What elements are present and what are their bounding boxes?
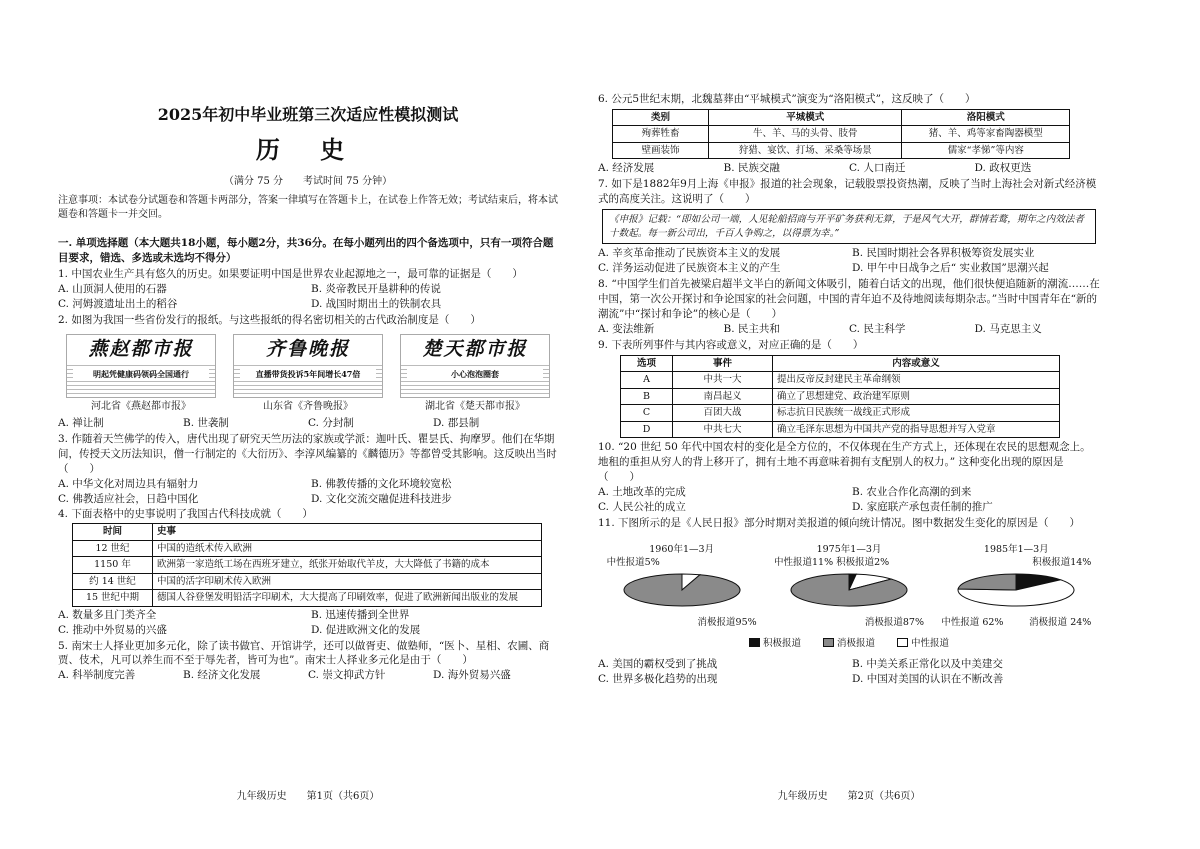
- option-b[interactable]: B. 世袭制: [183, 416, 229, 429]
- newspaper-masthead: 齐鲁晚报: [234, 335, 382, 364]
- newspaper-caption: 河北省《燕赵都市报》: [91, 400, 191, 412]
- legend-item: [749, 637, 801, 650]
- table-header: 内容或意义: [773, 355, 1060, 371]
- table-cell: 殉葬牲畜: [613, 126, 709, 142]
- table-cell: 确立毛泽东思想为中国共产党的指导思想并写入党章: [773, 421, 1060, 437]
- table-cell: 百团大战: [673, 405, 773, 421]
- events-table: [620, 355, 1060, 438]
- pie-svg: [941, 569, 1091, 611]
- option-b[interactable]: B. 佛教传播的文化环境较宽松: [311, 477, 452, 490]
- question-stem: 5. 南宋士人择业更加多元化，除了读书做官、开馆讲学，还可以做胥吏、做塾师，“医卜、星相、农圃、商贾、伎术，凡可以养生而不至于辱先者，皆可为也”。南宋士人择业多元化是由于（ ）: [58, 639, 550, 667]
- table-cell: 15 世纪中期: [73, 590, 153, 606]
- table-row: [621, 421, 1060, 437]
- table-cell: D: [621, 421, 673, 437]
- chart-legend: [598, 637, 1100, 650]
- pie-svg: [774, 569, 924, 611]
- table-cell: 中国的造纸术传入欧洲: [153, 540, 542, 556]
- option-a[interactable]: A. 土地改革的完成: [598, 485, 686, 498]
- burial-table: [612, 109, 1070, 159]
- table-cell: 标志抗日民族统一战线正式形成: [773, 405, 1060, 421]
- question-4: [58, 507, 558, 637]
- question-stem: 6. 公元5世纪末期，北魏墓葬由“平城模式”演变为“洛阳模式”，这反映了（ ）: [598, 93, 976, 105]
- table-row: [621, 372, 1060, 388]
- option-d[interactable]: D. 甲午中日战争之后“ 实业救国”思潮兴起: [852, 262, 1049, 275]
- table-cell: A: [621, 372, 673, 388]
- option-d[interactable]: D. 政权更迭: [974, 162, 1032, 175]
- legend-label: 中性报道: [911, 638, 950, 650]
- newspaper-shandong: [233, 334, 383, 414]
- exam-title: 2025年初中毕业班第三次适应性模拟测试: [157, 105, 459, 124]
- table-header: 史事: [153, 524, 542, 540]
- option-c[interactable]: C. 推动中外贸易的兴盛: [58, 623, 167, 636]
- table-row: [73, 590, 542, 606]
- page-1: [58, 0, 558, 849]
- newspaper-hubei: [400, 334, 550, 414]
- table-cell: 12 世纪: [73, 540, 153, 556]
- table-row: [73, 540, 542, 556]
- newspaper-image: [233, 334, 383, 398]
- question-stem: 3. 作随着天竺佛学的传入，唐代出现了研究天竺历法的家族或学派：迦叶氏、瞿昙氏、拘摩罗。他们在华期间，传授天文历法知识，僧一行制定的《大衍历》、李淳风编纂的《麟德历》等都曾受其影响。这反映出当时（ ）: [58, 432, 557, 475]
- question-2: [58, 313, 558, 431]
- table-cell: 壁画装饰: [613, 142, 709, 158]
- newspaper-caption: 湖北省《楚天都市报》: [425, 400, 525, 412]
- option-b[interactable]: B. 炎帝教民开垦耕种的传说: [311, 283, 441, 296]
- newspaper-masthead: 楚天都市报: [401, 335, 549, 364]
- exam-notes: 注意事项：本试卷分试题卷和答题卡两部分，答案一律填写在答题卡上，在试卷上作答无效；考试结束后，将本试题卷和答题卡一并交回。: [58, 194, 558, 221]
- pie-chart-1975: [774, 543, 924, 630]
- table-row: [621, 388, 1060, 404]
- pie-period: 1960年1—3月: [649, 543, 715, 555]
- legend-swatch: [749, 638, 760, 647]
- option-b[interactable]: B. 经济文化发展: [183, 669, 261, 682]
- option-c[interactable]: C. 人口南迁: [849, 162, 906, 175]
- newspaper-hebei: [66, 334, 216, 414]
- table-cell: 南昌起义: [673, 388, 773, 404]
- legend-swatch: [897, 638, 908, 647]
- section-heading: 一. 单项选择题（本大题共18小题，每小题2分，共36分。在每小题列出的四个备选项中，只有一项符合题目要求，错选、多选或未选均不得分）: [58, 237, 554, 265]
- legend-item: [897, 637, 949, 650]
- option-c[interactable]: C. 河姆渡遗址出土的稻谷: [58, 297, 178, 310]
- question-11: [598, 516, 1100, 687]
- table-row: [73, 557, 542, 573]
- table-header: 选项: [621, 355, 673, 371]
- question-stem: 11. 下图所示的是《人民日报》部分时期对美报道的倾向统计情况。图中数据发生变化的原因是（ ）: [598, 516, 1081, 529]
- question-stem: 10. “20 世纪 50 年代中国农村的变化是全方位的，不仅体现在生产方式上，还体现在农民的思想观念上。地租的重担从穷人的背上移开了，拥有土地不再意味着拥有支配别人的权力。” 这种变化出现的原因是（ ）: [598, 441, 1091, 483]
- table-cell: 牛、羊、马的头骨、肢骨: [709, 126, 902, 142]
- newspaper-masthead: 燕赵都市报: [67, 335, 215, 364]
- table-cell: 中国的活字印刷术传入欧洲: [153, 573, 542, 589]
- table-header: 平城模式: [709, 109, 902, 125]
- table-row: [621, 405, 1060, 421]
- question-3: [58, 432, 558, 507]
- table-cell: 1150 年: [73, 557, 153, 573]
- page-footer: 九年级历史 第2页（共6页）: [777, 791, 921, 802]
- pie-slice-neg: [958, 574, 1016, 590]
- option-c[interactable]: C. 洋务运动促进了民族资本主义的产生: [598, 262, 781, 275]
- option-d[interactable]: D. 促进欧洲文化的发展: [311, 623, 421, 636]
- table-header: 时间: [73, 524, 153, 540]
- option-d[interactable]: D. 中国对美国的认识在不断改善: [852, 672, 1004, 685]
- legend-label: 消极报道: [836, 638, 875, 650]
- table-header: 类别: [613, 109, 709, 125]
- option-b[interactable]: B. 民族交融: [723, 162, 780, 175]
- newspaper-image: [400, 334, 550, 398]
- pie-label-positive: 积极报道14%: [1032, 556, 1092, 568]
- option-b[interactable]: B. 农业合作化高潮的到来: [852, 485, 972, 498]
- option-a[interactable]: A. 山顶洞人使用的石器: [58, 283, 167, 296]
- table-cell: 欧洲第一家造纸工场在西班牙建立，纸张开始取代羊皮，大大降低了书籍的成本: [153, 557, 542, 573]
- pie-label-neutral: 中性报道11%: [773, 556, 834, 568]
- newspaper-headline: 明起凭健康码领码全国通行: [73, 369, 209, 380]
- option-c[interactable]: C. 分封制: [308, 416, 354, 429]
- question-stem: 9. 下表所列事件与其内容或意义，对应正确的是（ ）: [598, 338, 864, 351]
- pie-label-negative: 消极报道87%: [864, 616, 924, 628]
- question-8: [598, 277, 1100, 337]
- question-6: [598, 92, 1100, 176]
- pie-chart-1960: [607, 543, 757, 630]
- newspaper-headline: 直播带货投诉5年间增长47倍: [240, 369, 376, 380]
- exam-meta: （满分 75 分 考试时间 75 分钟）: [223, 175, 393, 187]
- table-cell: 德国人谷登堡发明铅活字印刷术，大大提高了印刷效率，促进了欧洲新闻出版业的发展: [153, 590, 542, 606]
- option-a[interactable]: A. 经济发展: [598, 162, 655, 175]
- legend-item: [823, 637, 875, 650]
- pie-label-negative: 消极报道 24%: [1029, 616, 1092, 628]
- option-b[interactable]: B. 中美关系正常化以及中美建交: [852, 657, 1003, 670]
- question-stem: 8. “中国学生们首先被梁启超半文半白的新闻文体吸引，随着白话文的出现，他们很快便追随新的潮流……在中国，第一次公开探讨和争论国家的社会问题，中国的青年迫不及待地阅读每期杂志。”当时中国青年在“新的潮流”中“探讨和争论”的核心是（ ）: [598, 278, 1100, 320]
- legend-label: 积极报道: [762, 638, 801, 650]
- pie-period: 1985年1—3月: [983, 543, 1049, 555]
- table-row: [613, 126, 1070, 142]
- subject-title: 历 史: [255, 134, 361, 164]
- pie-label-negative: 消极报道95%: [697, 616, 757, 628]
- pie-label-neutral: 中性报道5%: [606, 556, 660, 568]
- newspaper-figure: [58, 334, 558, 414]
- question-stem: 7. 如下是1882年9月上海《申报》报道的社会现象，记载股票投资热潮，反映了当时上海社会对新式经济模式的高度关注。这说明了（ ）: [598, 178, 1097, 206]
- question-stem: 4. 下面表格中的史事说明了我国古代科技成就（ ）: [58, 508, 313, 521]
- table-header: 洛阳模式: [902, 109, 1070, 125]
- option-c[interactable]: C. 世界多极化趋势的出现: [598, 672, 718, 685]
- option-c[interactable]: C. 民主科学: [849, 322, 906, 335]
- question-stem: 1. 中国农业生产具有悠久的历史。如果要证明中国是世界农业起源地之一，最可靠的证据是（ ）: [58, 268, 523, 281]
- pie-label-neutral: 中性报道 62%: [941, 616, 1004, 628]
- shenbao-quote: 《申报》记载：“即如公司一端，人见轮船招商与开平矿务获利无算，于是风气大开，群情若鹜，期年之内效法者十数起。每一新公司出，千百人争购之，以得票为幸。”: [602, 209, 1096, 244]
- table-cell: 提出反帝反封建民主革命纲领: [773, 372, 1060, 388]
- pie-charts: [598, 543, 1100, 630]
- table-cell: 猪、羊、鸡等家畜陶器模型: [902, 126, 1070, 142]
- pie-chart-1985: [941, 543, 1091, 630]
- option-a[interactable]: A. 科举制度完善: [58, 669, 136, 682]
- table-row: [73, 573, 542, 589]
- option-a[interactable]: A. 中华文化对周边具有辐射力: [58, 477, 199, 490]
- question-7: [598, 177, 1100, 276]
- table-cell: 儒家“孝悌”等内容: [902, 142, 1070, 158]
- option-c[interactable]: C. 人民公社的成立: [598, 500, 686, 513]
- pie-slice-neg: [624, 574, 740, 606]
- pie-svg: [607, 569, 757, 611]
- pie-label-positive: 积极报道2%: [836, 556, 890, 568]
- question-10: [598, 440, 1100, 515]
- pie-bottom-labels: [941, 616, 1091, 629]
- newspaper-caption: 山东省《齐鲁晚报》: [263, 400, 353, 412]
- option-d[interactable]: D. 郡县制: [433, 416, 480, 429]
- option-b[interactable]: B. 民主共和: [723, 322, 780, 335]
- option-c[interactable]: C. 佛教适应社会，日趋中国化: [58, 492, 199, 505]
- table-cell: 确立了思想建党、政治建军原则: [773, 388, 1060, 404]
- question-1: [58, 267, 558, 312]
- page-2: [598, 0, 1100, 849]
- table-row: [613, 142, 1070, 158]
- option-d[interactable]: D. 海外贸易兴盛: [433, 669, 511, 682]
- option-a[interactable]: A. 辛亥革命推动了民族资本主义的发展: [598, 247, 781, 260]
- question-5: [58, 639, 558, 684]
- option-b[interactable]: B. 民国时期社会各界积极筹资发展实业: [852, 247, 1035, 260]
- question-stem: 2. 如图为我国一些省份发行的报纸。与这些报纸的得名密切相关的古代政治制度是（ ）: [58, 313, 481, 326]
- table-cell: 中共一大: [673, 372, 773, 388]
- option-d[interactable]: D. 家庭联产承包责任制的推广: [852, 500, 993, 513]
- newspaper-image: [66, 334, 216, 398]
- option-d[interactable]: D. 文化交流交融促进科技进步: [311, 492, 452, 505]
- table-cell: C: [621, 405, 673, 421]
- page-footer: 九年级历史 第1页（共6页）: [236, 791, 380, 802]
- option-c[interactable]: C. 崇文抑武方针: [308, 669, 386, 682]
- legend-swatch: [823, 638, 834, 647]
- table-cell: 约 14 世纪: [73, 573, 153, 589]
- table-cell: 中共七大: [673, 421, 773, 437]
- option-d[interactable]: D. 马克思主义: [974, 322, 1042, 335]
- table-cell: 狩猎、宴饮、打场、采桑等场景: [709, 142, 902, 158]
- option-a[interactable]: A. 美国的霸权受到了挑战: [598, 657, 718, 670]
- table-cell: B: [621, 388, 673, 404]
- option-a[interactable]: A. 禅让制: [58, 416, 104, 429]
- history-table: [72, 523, 542, 606]
- option-a[interactable]: A. 变法维新: [598, 322, 655, 335]
- option-d[interactable]: D. 战国时期出土的铁制农具: [311, 297, 442, 310]
- newspaper-headline: 小心泡泡圈套: [407, 369, 543, 380]
- pie-top-labels: [774, 556, 924, 569]
- question-9: [598, 338, 1100, 438]
- table-header: 事件: [673, 355, 773, 371]
- option-b[interactable]: B. 迅速传播到全世界: [311, 608, 410, 621]
- pie-period: 1975年1—3月: [816, 543, 882, 555]
- option-a[interactable]: A. 数量多且门类齐全: [58, 608, 157, 621]
